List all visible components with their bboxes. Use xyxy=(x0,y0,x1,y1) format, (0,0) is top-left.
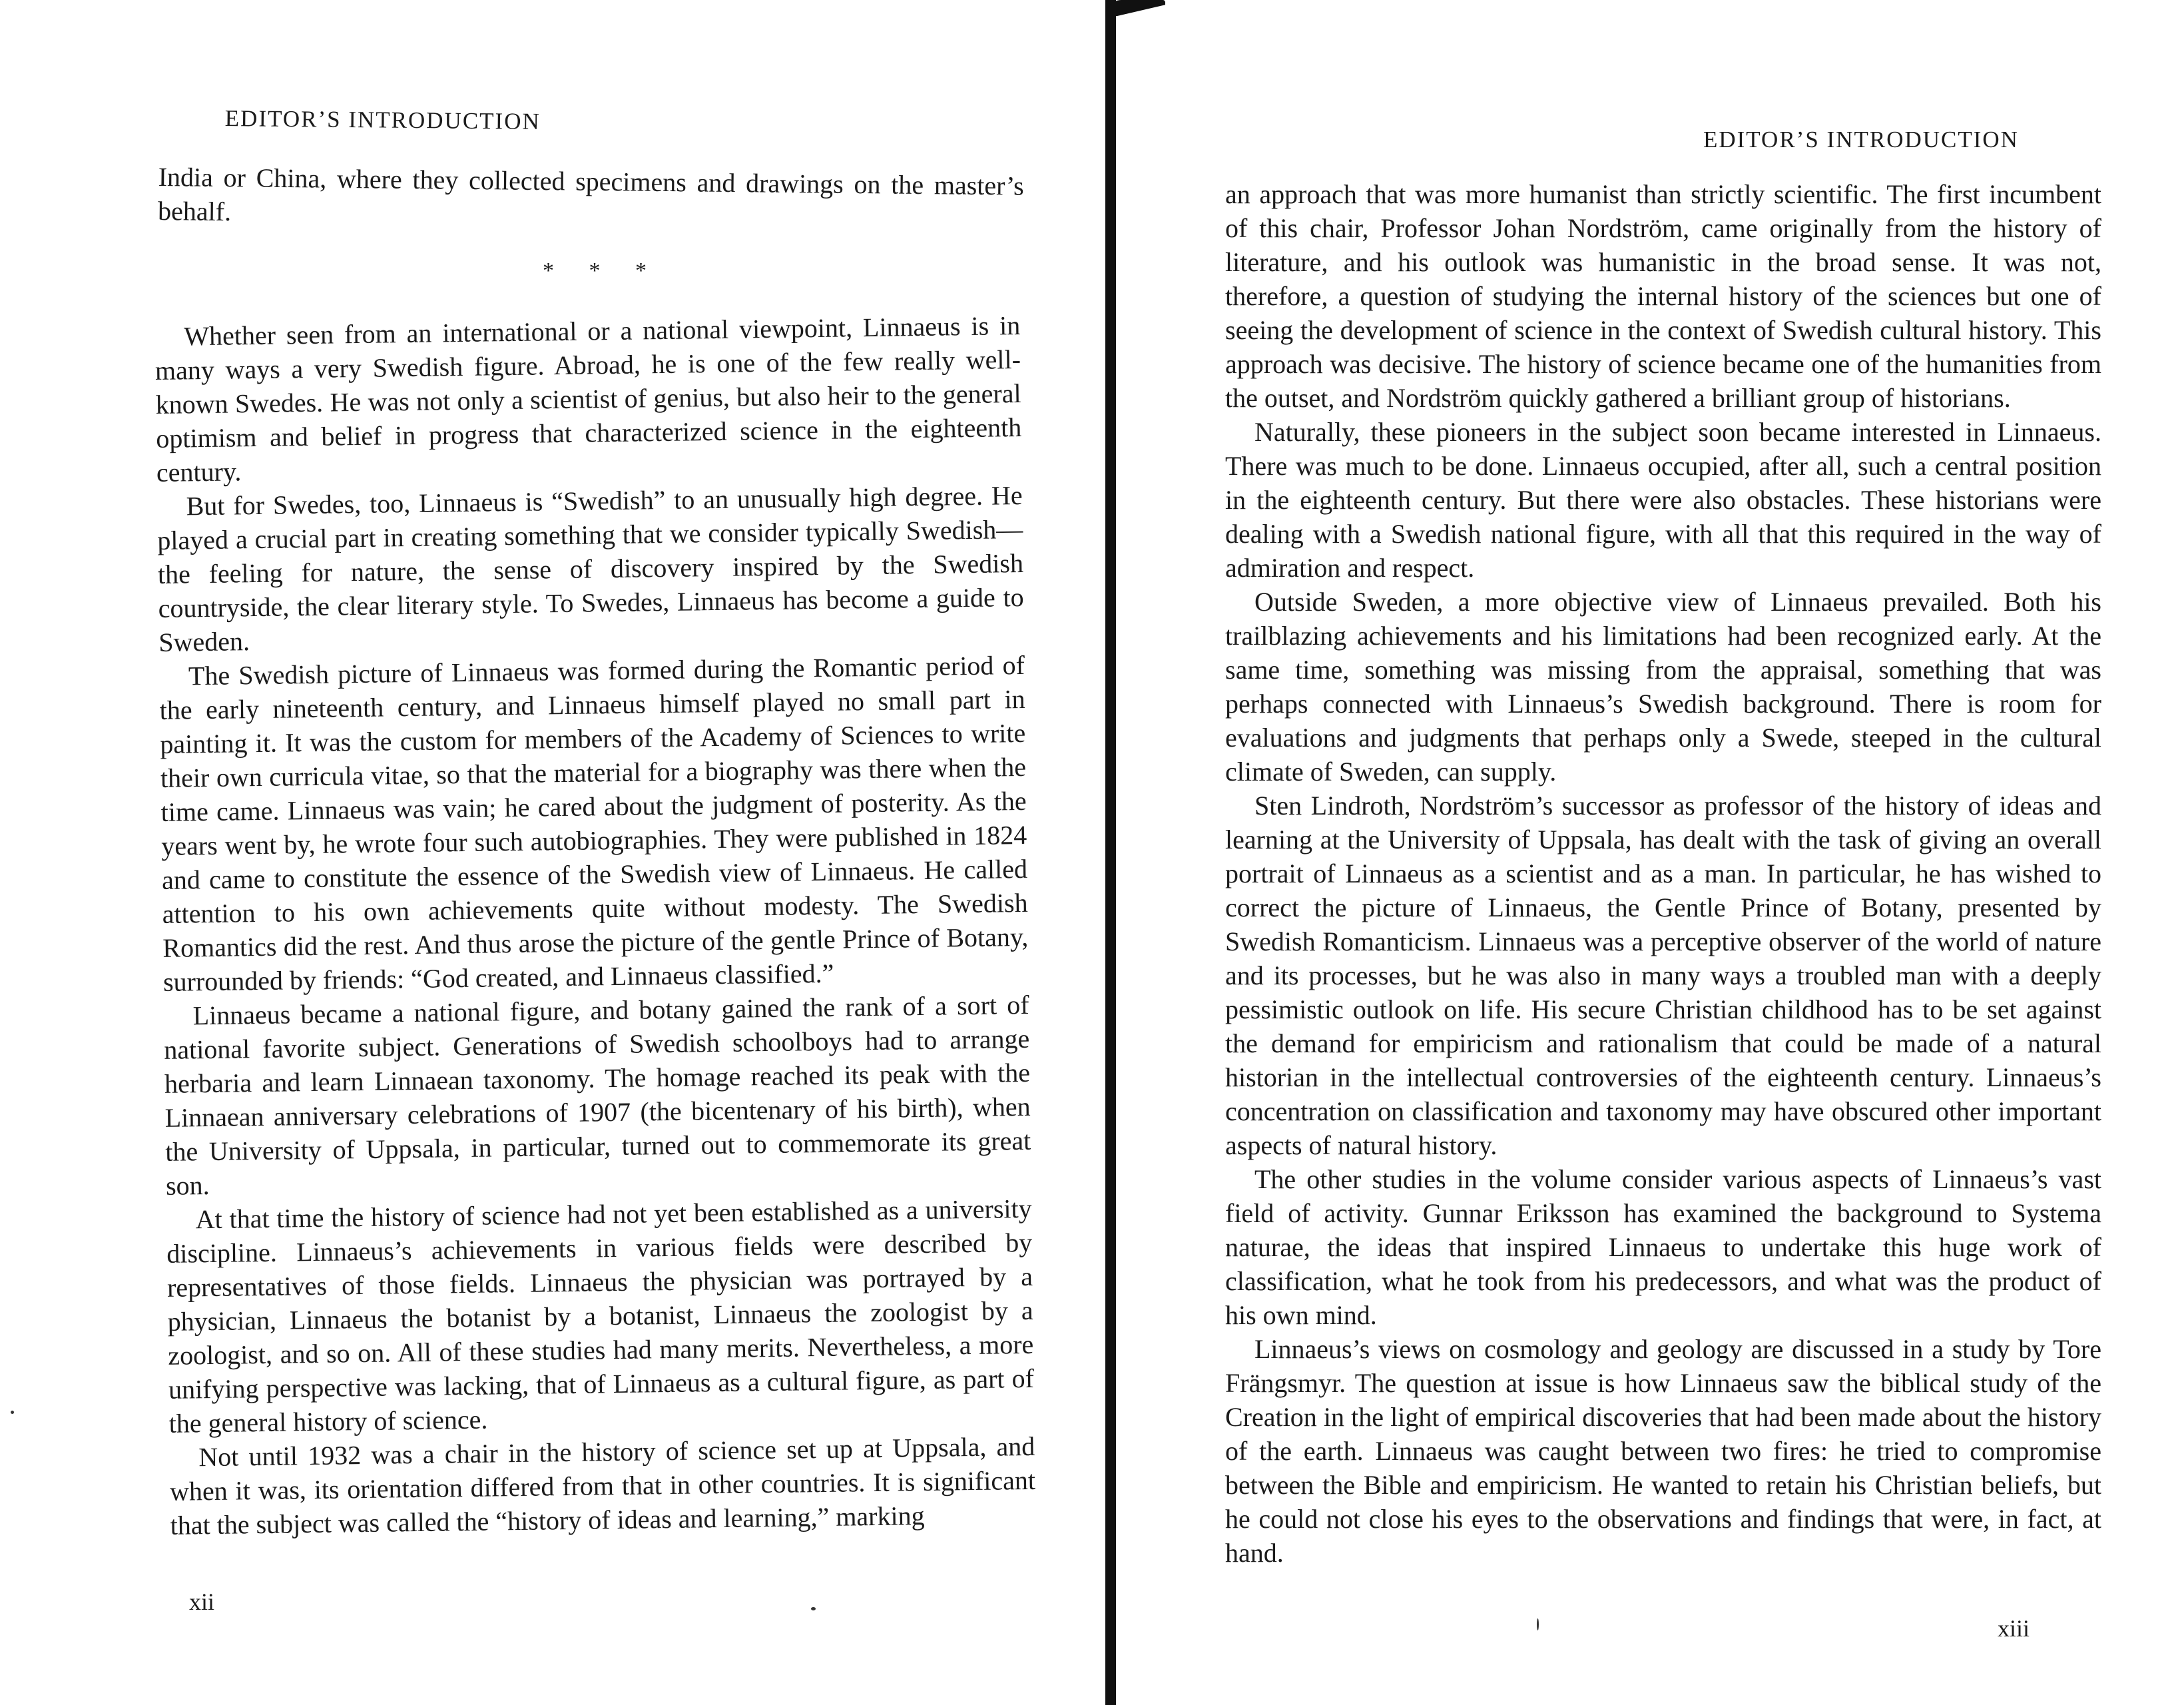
section-break-asterisks: * * * xyxy=(543,258,661,283)
left-top-paragraph-block xyxy=(158,160,1024,237)
right-main-text xyxy=(1225,177,2101,1570)
left-paragraph-5: At that time the history of science had not yet been established as a university discipline. Linnaeus’s achievements in various fields were described by representatives of those fields. Linnaeus the physician was portrayed by a physician, Linnaeus the botanist by a botanist, Linnaeus the zoologist by a zoologist, and so on. All of these studies had many merits. Nevertheless, a more unifying perspective was lacking, that of Linnaeus as a cultural figure, as part of the general history of science. xyxy=(166,1193,1035,1439)
right-page xyxy=(1119,0,2184,1705)
scan-speck xyxy=(11,1411,14,1414)
right-running-head: EDITOR’S INTRODUCTION xyxy=(1703,127,2019,153)
right-paragraph-2: Naturally, these pioneers in the subject soon became interested in Linnaeus. There was much to be done. Linnaeus occupied, after all, such a central position in the eighteenth century. But there were also obstacles. These historians were dealing with a Swedish national figure, with all that this required in the way of admiration and respect. xyxy=(1225,417,2101,583)
left-paragraph-1: Whether seen from an international or a national viewpoint, Linnaeus is in many ways a very Swedish figure. Abroad, he is one of the few really well-known Swedes. He was not only a scientist of genius, but also heir to the general optimism and belief in progress that characterized science in the eighteenth century. xyxy=(154,310,1022,488)
right-paragraph-1: an approach that was more humanist than strictly scientific. The first incumbent of this chair, Professor Johan Nordström, came originally from the history of literature, and his outlook was humanistic in the broad sense. It was not, therefore, a question of studying the internal history of the sciences but one of seeing the development of science in the context of Swedish cultural history. This approach was decisive. The history of science became one of the humanities from the outset, and Nordström quickly gathered a brilliant group of historians. xyxy=(1225,179,2101,413)
right-paragraph-6: Linnaeus’s views on cosmology and geology are discussed in a study by Tore Frängsmyr. The question at issue is how Linnaeus saw the biblical study of the Creation in the light of empirical discoveries that had been made about the history of the earth. Linnaeus was caught between two fires: he tried to compromise between the Bible and empiricism. He wanted to retain his Christian beliefs, but he could not close his eyes to the observations and findings that were, in fact, at hand. xyxy=(1225,1334,2101,1568)
left-main-text xyxy=(154,308,1036,1542)
left-paragraph-6: Not until 1932 was a chair in the history of science set up at Uppsala, and when it was, its orientation differed from that in other countries. It is significant that the subject was called the “history of ideas and learning,” marking xyxy=(169,1431,1036,1540)
scan-speck xyxy=(811,1607,816,1610)
right-paragraph-5: The other studies in the volume consider various aspects of Linnaeus’s vast field of activity. Gunnar Eriksson has examined the background to Systema naturae, the ideas that inspired Linnaeus to undertake this huge work of classification, what he took from his predecessors, and what was the product of his own mind. xyxy=(1225,1164,2101,1330)
left-running-head: EDITOR’S INTRODUCTION xyxy=(224,105,541,135)
left-top-paragraph: India or China, where they collected specimens and drawings on the master’s behalf. xyxy=(157,161,1024,227)
right-paragraph-3: Outside Sweden, a more objective view of Linnaeus prevailed. Both his trailblazing achievements and his limitations had been recognized early. At the same time, something was missing from the appraisal, something that was perhaps connected with Linnaeus’s Swedish background. There is room for evaluations and judgments that perhaps only a Swede, steeped in the cultural climate of Sweden, can supply. xyxy=(1225,587,2101,787)
left-page-number: xii xyxy=(189,1588,215,1615)
right-paragraph-4: Sten Lindroth, Nordström’s successor as professor of the history of ideas and learning at the University of Uppsala, has dealt with the task of giving an overall portrait of Linnaeus as a scientist and as a man. In particular, he has wished to correct the picture of Linnaeus, the Gentle Prince of Botany, presented by Swedish Romanticism. Linnaeus was a perceptive observer of the world of nature and its processes, but he was also in many ways a troubled man with a deeply pessimistic outlook on life. His secure Christian childhood has to be set against the demand for empiricism and rationalism that could be made of a natural historian in the intellectual controversies of the eighteenth century. Linnaeus’s concentration on classification and taxonomy may have obscured other important aspects of natural history. xyxy=(1225,791,2101,1160)
right-page-number: xiii xyxy=(1998,1615,2030,1642)
scan-speck xyxy=(1537,1618,1539,1630)
binding-gutter xyxy=(1105,0,1116,1705)
left-paragraph-3: The Swedish picture of Linnaeus was formed during the Romantic period of the early nineteenth century, and Linnaeus himself played no small part in painting it. It was the custom for members of the Academy of Sciences to write their own curricula vitae, so that the material for a biography was there when the time came. Linnaeus was vain; he cared about the judgment of posterity. As the years went by, he wrote four such autobiographies. They were published in 1824 and came to constitute the essence of the Swedish view of Linnaeus. He called attention to his own achievements quite without modesty. The Swedish Romantics did the rest. And thus arose the picture of the gentle Prince of Botany, surrounded by friends: “God created, and Linnaeus classified.” xyxy=(159,649,1029,997)
left-paragraph-4: Linnaeus became a national figure, and botany gained the rank of a sort of national favorite subject. Generations of Swedish schoolboys had to arrange herbaria and learn Linnaean taxonomy. The homage reached its peak with the Linnaean anniversary celebrations of 1907 (the bicentenary of his birth), when the University of Uppsala, in particular, turned out to commemorate its great son. xyxy=(164,989,1031,1201)
left-paragraph-2: But for Swedes, too, Linnaeus is “Swedish” to an unusually high degree. He played a crucial part in creating something that we consider typically Swedish—the feeling for nature, the sense of discovery inspired by the Swedish countryside, the clear literary style. To Swedes, Linnaeus has become a guide to Sweden. xyxy=(157,480,1024,657)
